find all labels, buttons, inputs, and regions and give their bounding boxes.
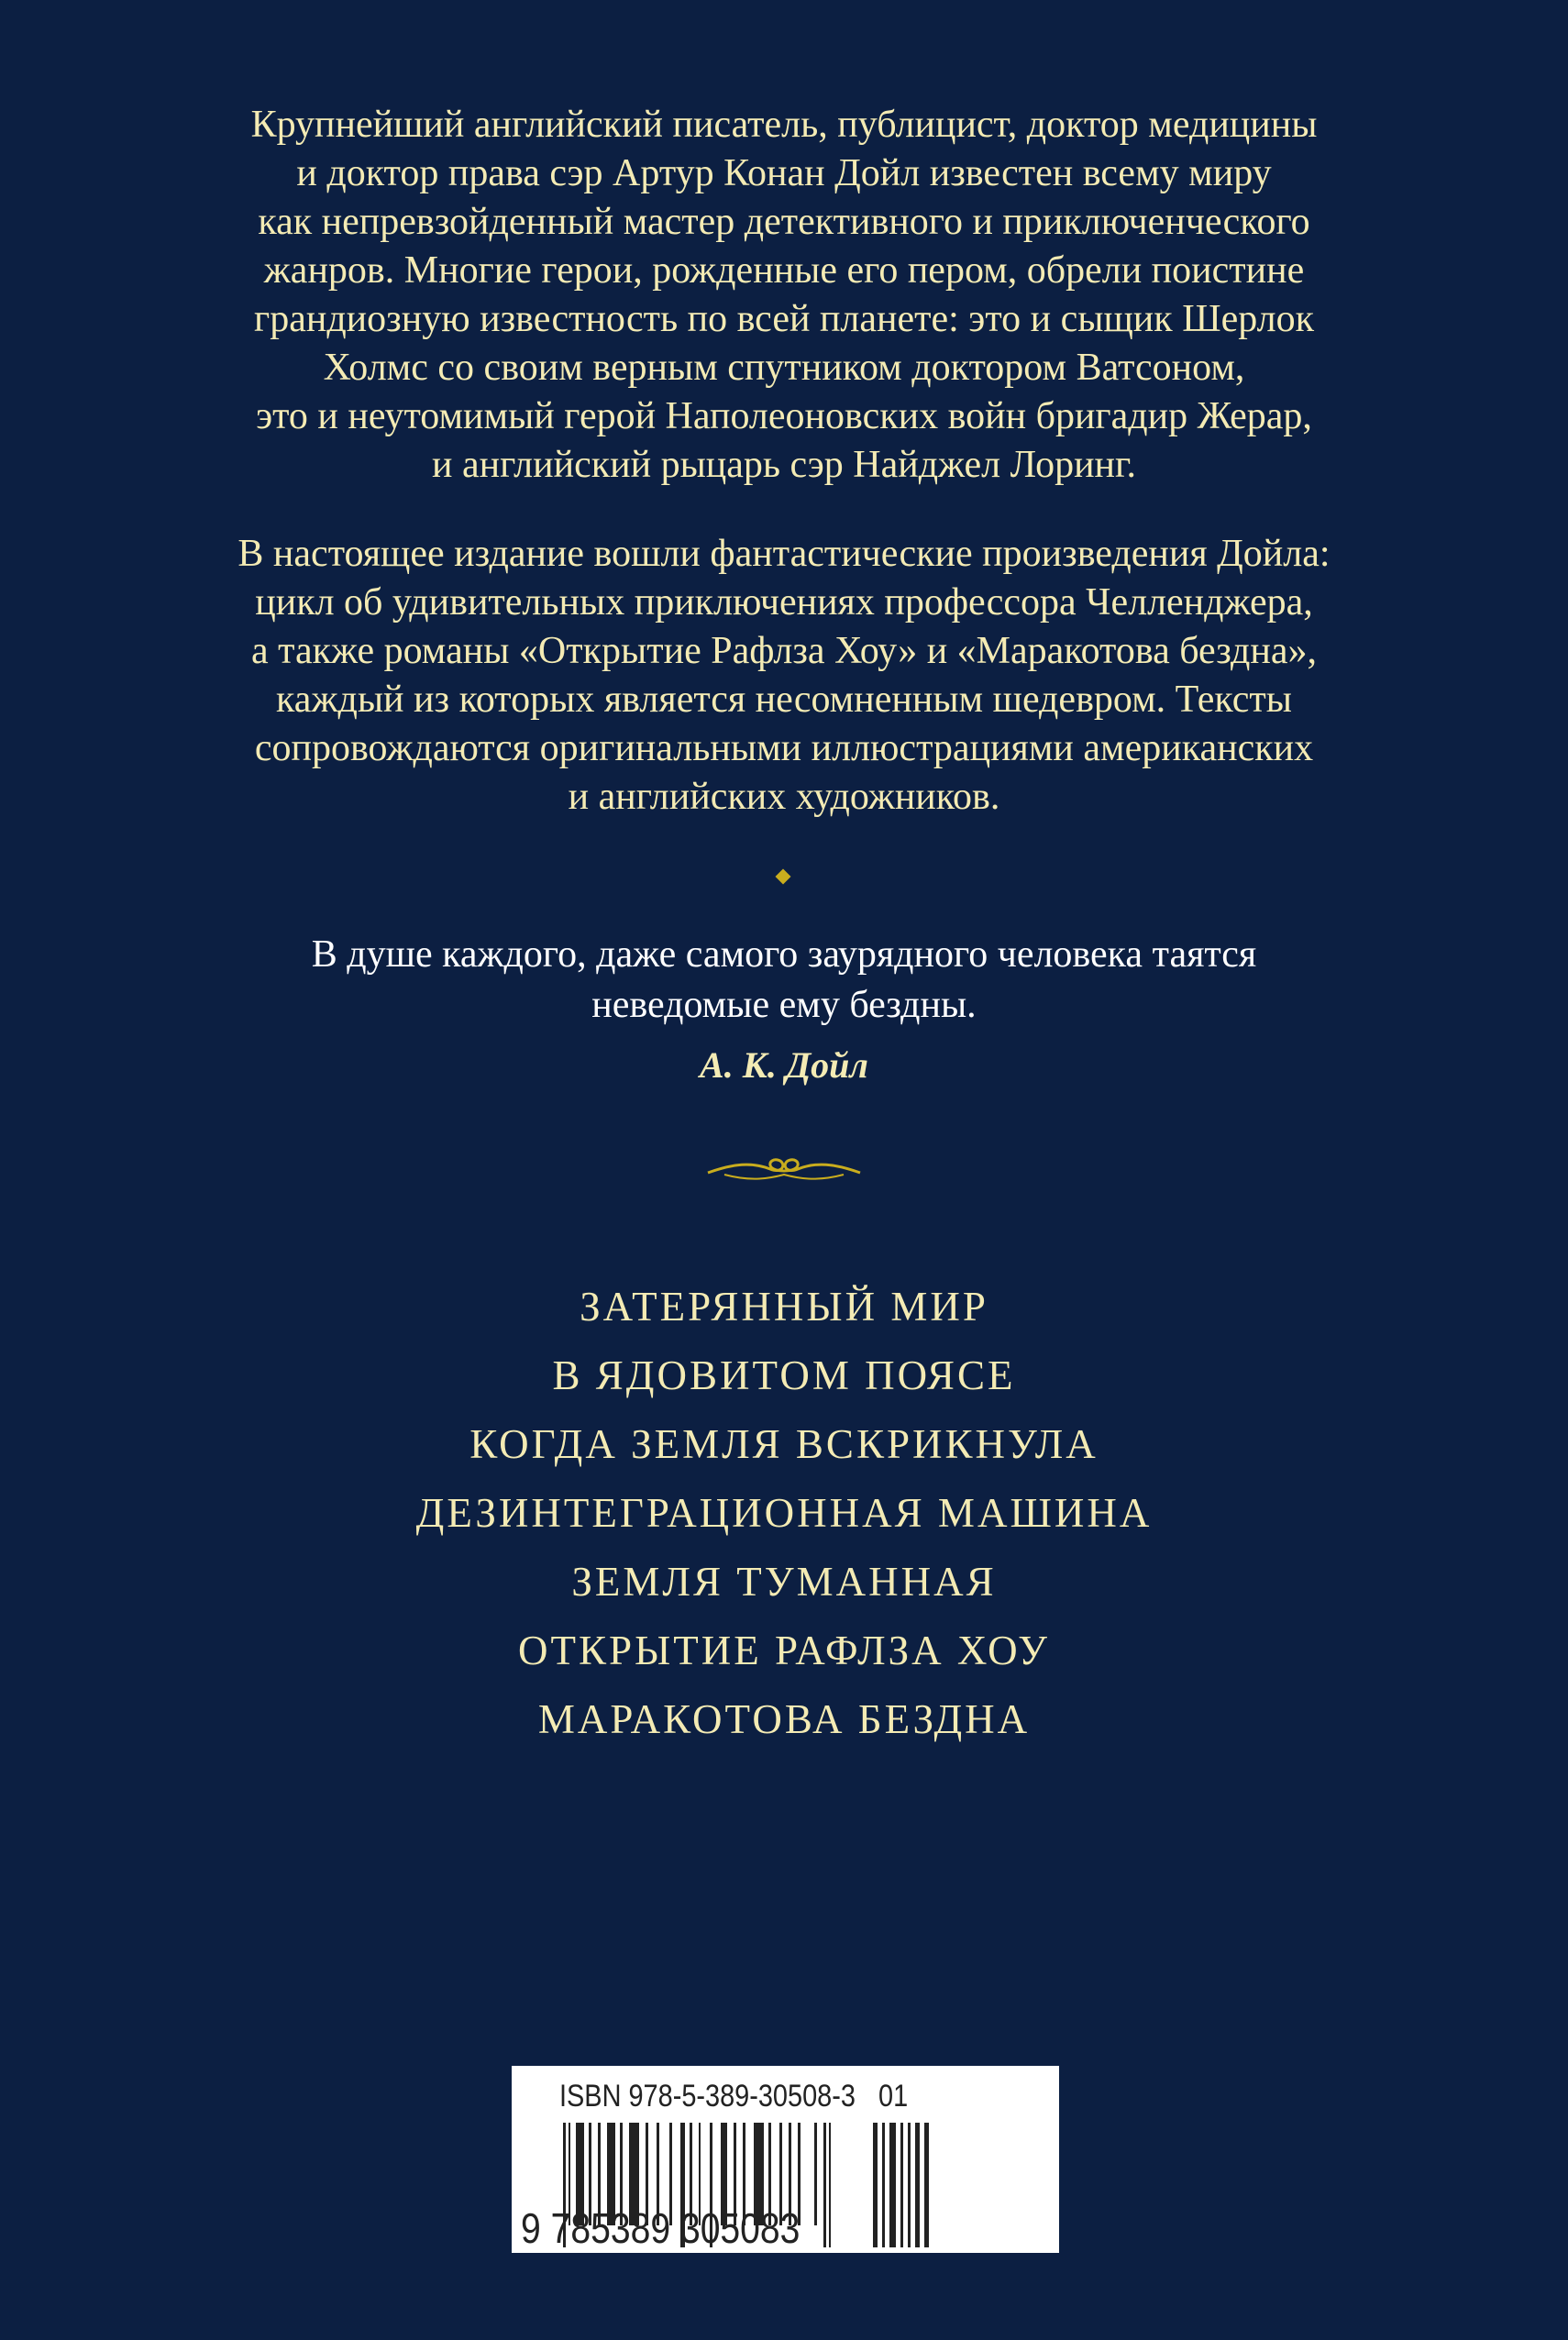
text-line: В настоящее издание вошли фантастические произведения Дойла:	[237, 533, 1331, 575]
contents-item: МАРАКОТОВА БЕЗДНА	[537, 1696, 1031, 1742]
contents-item: ОТКРЫТИЕ РАФЛЗА ХОУ	[518, 1628, 1050, 1673]
barcode-addon-label: 01	[878, 2079, 909, 2114]
text-line: цикл об удивительных приключениях профессора Челленджера,	[255, 581, 1313, 624]
barcode-bar	[889, 2123, 896, 2247]
author-description	[0, 101, 1568, 490]
contents-item: В ЯДОВИТОМ ПОЯСЕ	[552, 1352, 1016, 1398]
barcode-bar	[829, 2123, 831, 2247]
diamond-divider-icon	[776, 869, 791, 885]
barcode-bar	[908, 2123, 911, 2247]
contents-item: ЗАТЕРЯННЫЙ МИР	[580, 1284, 988, 1330]
text-line: Крупнейший английский писатель, публицист, доктор медицины	[250, 104, 1318, 146]
edition-description	[0, 530, 1568, 822]
quote-line: неведомые ему бездны.	[591, 984, 977, 1026]
quote-author: А. К. Дойл	[700, 1044, 868, 1086]
barcode-bar	[873, 2123, 878, 2247]
contents-item: КОГДА ЗЕМЛЯ ВСКРИКНУЛА	[469, 1421, 1099, 1467]
text-line: и доктор права сэр Артур Конан Дойл известен всему миру	[296, 152, 1272, 194]
barcode-bar	[814, 2123, 817, 2225]
text-line: это и неутомимый герой Наполеоновских войн бригадир Жерар,	[256, 395, 1312, 437]
flourish-ornament-icon	[706, 1151, 862, 1187]
contents-item: ЗЕМЛЯ ТУМАННАЯ	[571, 1559, 997, 1605]
text-line: каждый из которых является несомненным шедевром. Тексты	[276, 679, 1292, 721]
text-line: грандиозную известность по всей планете: это и сыщик Шерлок	[253, 298, 1315, 340]
barcode-bar	[900, 2123, 903, 2247]
barcode-bar	[823, 2123, 826, 2247]
contents-item: ДЕЗИНТЕГРАЦИОННАЯ МАШИНА	[415, 1490, 1153, 1536]
text-line: и английский рыцарь сэр Найджел Лоринг.	[431, 444, 1137, 486]
isbn-label: ISBN 978-5-389-30508-3	[559, 2079, 856, 2114]
barcode-bar	[924, 2123, 929, 2247]
barcode-bar	[882, 2123, 885, 2247]
contents-list	[0, 1273, 1568, 1754]
barcode-bar	[915, 2123, 920, 2247]
barcode-digits: 9 785389 305083	[521, 2204, 801, 2252]
text-line: и английских художников.	[568, 776, 1000, 818]
text-line: жанров. Многие герои, рожденные его пером, обрели поистине	[263, 249, 1305, 292]
epigraph-quote	[0, 930, 1568, 1031]
text-line: Холмс со своим верным спутником доктором Ватсоном,	[323, 347, 1245, 389]
quote-line: В душе каждого, даже самого заурядного человека таятся	[311, 933, 1257, 976]
text-line: как непревзойденный мастер детективного и приключенческого	[258, 201, 1310, 243]
text-line: сопровождаются оригинальными иллюстрациями американских	[254, 727, 1314, 769]
isbn-barcode	[512, 2066, 1059, 2253]
text-line: а также романы «Открытие Рафлза Хоу» и «Маракотова бездна»,	[250, 630, 1318, 672]
